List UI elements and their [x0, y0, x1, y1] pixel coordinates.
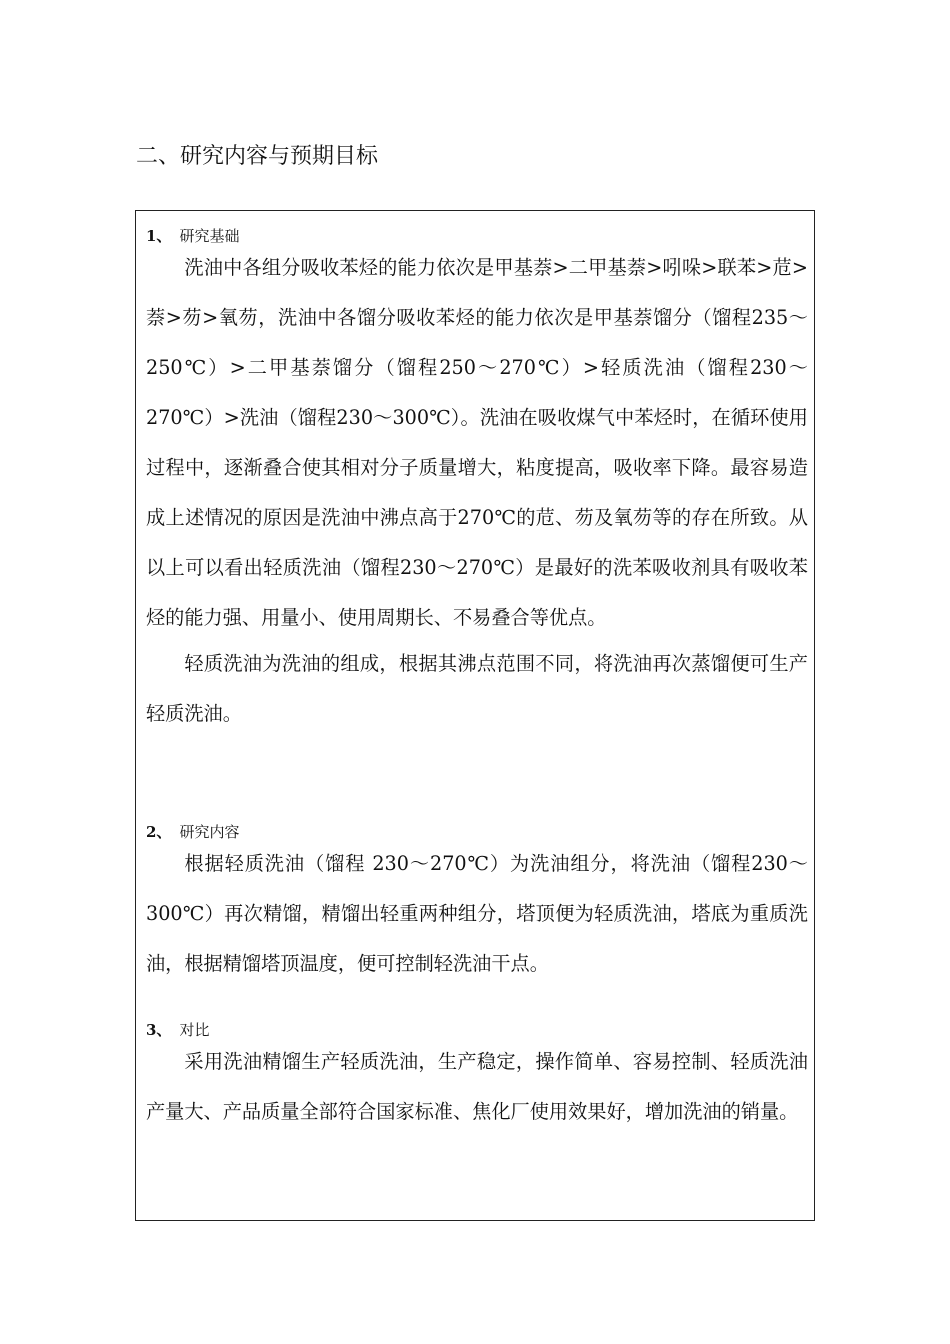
section-research-content [146, 821, 808, 989]
section-title-text: 对比 [179, 1021, 210, 1039]
content-box [135, 210, 815, 1221]
paragraph: 洗油中各组分吸收苯烃的能力依次是甲基萘>二甲基萘>吲哚>联苯>苊>萘>芴>氧芴，洗油中各馏分吸收苯烃的能力依次是甲基萘馏分（馏程235～250℃）>二甲基萘馏分（馏程250～270℃）>轻质洗油（馏程230～270℃）>洗油（馏程230～300℃）。洗油在吸收煤气中苯烃时，在循环使用过程中，逐渐叠合使其相对分子质量增大，粘度提高，吸收率下降。最容易造成上述情况的原因是洗油中沸点高于270℃的苊、芴及氧芴等的存在所致。从以上可以看出轻质洗油（馏程230～270℃）是最好的洗苯吸收剂具有吸收苯烃的能力强、用量小、使用周期长、不易叠合等优点。 [146, 256, 808, 629]
paragraph: 轻质洗油为洗油的组成，根据其沸点范围不同，将洗油再次蒸馏便可生产轻质洗油。 [146, 652, 808, 725]
paragraph: 采用洗油精馏生产轻质洗油，生产稳定，操作简单、容易控制、轻质洗油产量大、产品质量全部符合国家标准、焦化厂使用效果好，增加洗油的销量。 [146, 1050, 808, 1123]
section-title-text: 研究内容 [179, 823, 240, 841]
paragraph: 根据轻质洗油（馏程 230～270℃）为洗油组分，将洗油（馏程230～300℃）再次精馏，精馏出轻重两种组分，塔顶便为轻质洗油，塔底为重质洗油，根据精馏塔顶温度，便可控制轻洗油干点。 [146, 852, 808, 975]
section-number: 2、 [146, 823, 172, 841]
section-number: 1、 [146, 227, 172, 245]
section-number: 3、 [146, 1021, 172, 1039]
section-comparison [146, 1019, 808, 1137]
section-title-text: 研究基础 [179, 227, 240, 245]
section-heading: 二、研究内容与预期目标 [136, 144, 379, 169]
section-research-basis [146, 225, 808, 739]
